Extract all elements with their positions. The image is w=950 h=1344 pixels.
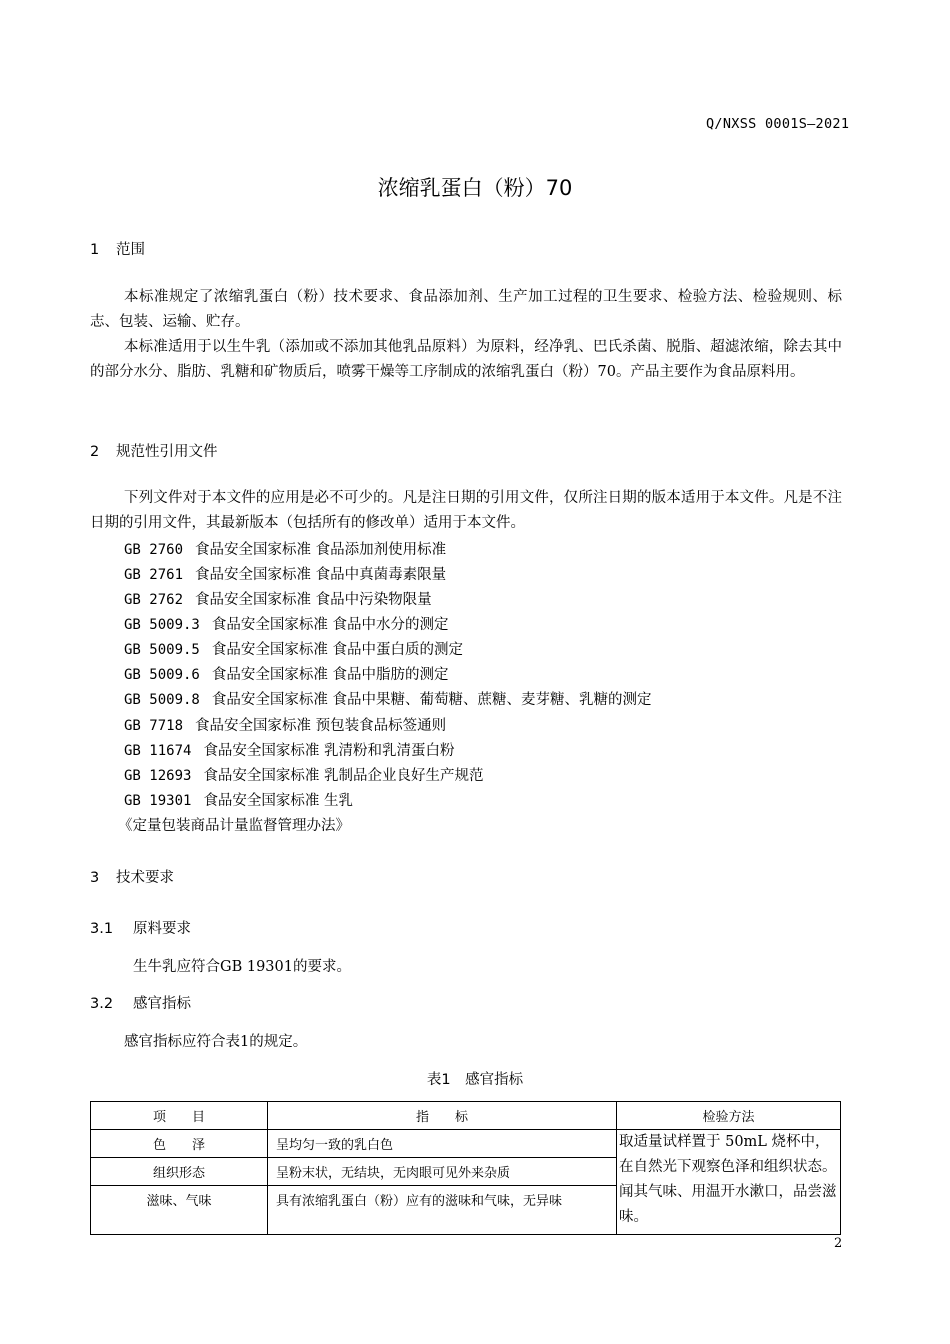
reference-code: GB 2760: [124, 542, 184, 558]
reference-item: [124, 613, 448, 634]
raw-material-requirement: 生牛乳应符合GB 19301的要求。: [133, 959, 351, 975]
section-1-heading: [90, 238, 145, 259]
section-title: 规范性引用文件: [116, 444, 218, 460]
table-header-row: [91, 1102, 841, 1130]
section-3-heading: [90, 866, 174, 887]
table-row: [91, 1130, 841, 1158]
reference-title: 食品安全国家标准 食品中果糖、葡萄糖、蔗糖、麦芽糖、乳糖的测定: [211, 692, 652, 708]
reference-item: [124, 563, 446, 584]
reference-code: GB 7718: [124, 718, 184, 734]
reference-code: GB 5009.5: [124, 642, 200, 658]
section-2-heading: [90, 440, 218, 461]
test-method-cell: 取适量试样置于 50mL 烧杯中，在自然光下观察色泽和组织状态。闻其气味、用温开水漱口，品尝滋味。: [617, 1130, 841, 1235]
subsection-number: 3.2: [90, 996, 114, 1012]
header-item: 项 目: [91, 1102, 268, 1130]
reference-item: [124, 714, 446, 735]
reference-title: 食品安全国家标准 乳制品企业良好生产规范: [203, 768, 484, 784]
row-item: 组织形态: [91, 1158, 268, 1186]
reference-code: GB 2762: [124, 592, 184, 608]
subsection-3-1-heading: [90, 917, 191, 938]
reference-item: [124, 588, 432, 609]
reference-code: GB 2761: [124, 567, 184, 583]
row-spec: 呈均匀一致的乳白色: [268, 1130, 617, 1158]
header-spec: 指 标: [268, 1102, 617, 1130]
reference-title: 食品安全国家标准 预包装食品标签通则: [195, 718, 447, 734]
sensory-requirement-text: 感官指标应符合表1的规定。: [124, 1034, 308, 1050]
reference-item: [124, 688, 651, 709]
row-spec: 具有浓缩乳蛋白（粉）应有的滋味和气味，无异味: [268, 1186, 617, 1235]
section-title: 范围: [116, 242, 145, 258]
subsection-number: 3.1: [90, 921, 114, 937]
reference-item-measures: 《定量包装商品计量监督管理办法》: [118, 818, 350, 834]
header-method: 检验方法: [617, 1102, 841, 1130]
section-number: 1: [90, 242, 100, 258]
reference-title: 食品安全国家标准 食品中真菌毒素限量: [195, 567, 447, 583]
scope-paragraph-1: 本标准规定了浓缩乳蛋白（粉）技术要求、食品添加剂、生产加工过程的卫生要求、检验方法、检验规则、标志、包装、运输、贮存。: [90, 289, 842, 330]
section-title: 技术要求: [116, 870, 174, 886]
reference-title: 食品安全国家标准 食品中蛋白质的测定: [211, 642, 463, 658]
reference-title: 食品安全国家标准 食品添加剂使用标准: [195, 542, 447, 558]
standard-code: Q/NXSS 0001S—2021: [706, 116, 850, 132]
reference-item: [124, 764, 484, 785]
reference-code: GB 12693: [124, 768, 192, 784]
references-intro: 下列文件对于本文件的应用是必不可少的。凡是注日期的引用文件，仅所注日期的版本适用于本文件。凡是不注日期的引用文件，其最新版本（包括所有的修改单）适用于本文件。: [90, 490, 842, 531]
reference-code: GB 11674: [124, 743, 192, 759]
section-number: 2: [90, 444, 100, 460]
document-title: 浓缩乳蛋白（粉）70: [377, 176, 573, 200]
row-item: 色 泽: [91, 1130, 268, 1158]
reference-code: GB 5009.6: [124, 667, 200, 683]
row-item: 滋味、气味: [91, 1186, 268, 1235]
reference-item: [124, 638, 463, 659]
reference-code: GB 19301: [124, 793, 192, 809]
subsection-title: 原料要求: [133, 921, 191, 937]
subsection-title: 感官指标: [133, 996, 191, 1012]
subsection-3-2-heading: [90, 992, 191, 1013]
reference-item: [124, 739, 455, 760]
reference-item: [124, 663, 448, 684]
reference-code: GB 5009.3: [124, 617, 200, 633]
reference-title: 食品安全国家标准 食品中水分的测定: [211, 617, 449, 633]
reference-item: [124, 538, 446, 559]
reference-title: 食品安全国家标准 食品中污染物限量: [195, 592, 432, 608]
reference-title: 食品安全国家标准 生乳: [203, 793, 354, 809]
sensory-table: [90, 1101, 841, 1235]
table-caption: 表1 感官指标: [426, 1072, 524, 1088]
reference-title: 食品安全国家标准 乳清粉和乳清蛋白粉: [203, 743, 455, 759]
scope-paragraph-2: 本标准适用于以生牛乳（添加或不添加其他乳品原料）为原料，经净乳、巴氏杀菌、脱脂、超滤浓缩，除去其中的部分水分、脂肪、乳糖和矿物质后，喷雾干燥等工序制成的浓缩乳蛋白（粉）70。产品主要作为食品原料用。: [90, 339, 842, 380]
section-number: 3: [90, 870, 100, 886]
reference-code: GB 5009.8: [124, 692, 200, 708]
reference-item: [124, 789, 353, 810]
row-spec: 呈粉末状，无结块，无肉眼可见外来杂质: [268, 1158, 617, 1186]
page-number: 2: [834, 1236, 843, 1251]
reference-title: 食品安全国家标准 食品中脂肪的测定: [211, 667, 449, 683]
